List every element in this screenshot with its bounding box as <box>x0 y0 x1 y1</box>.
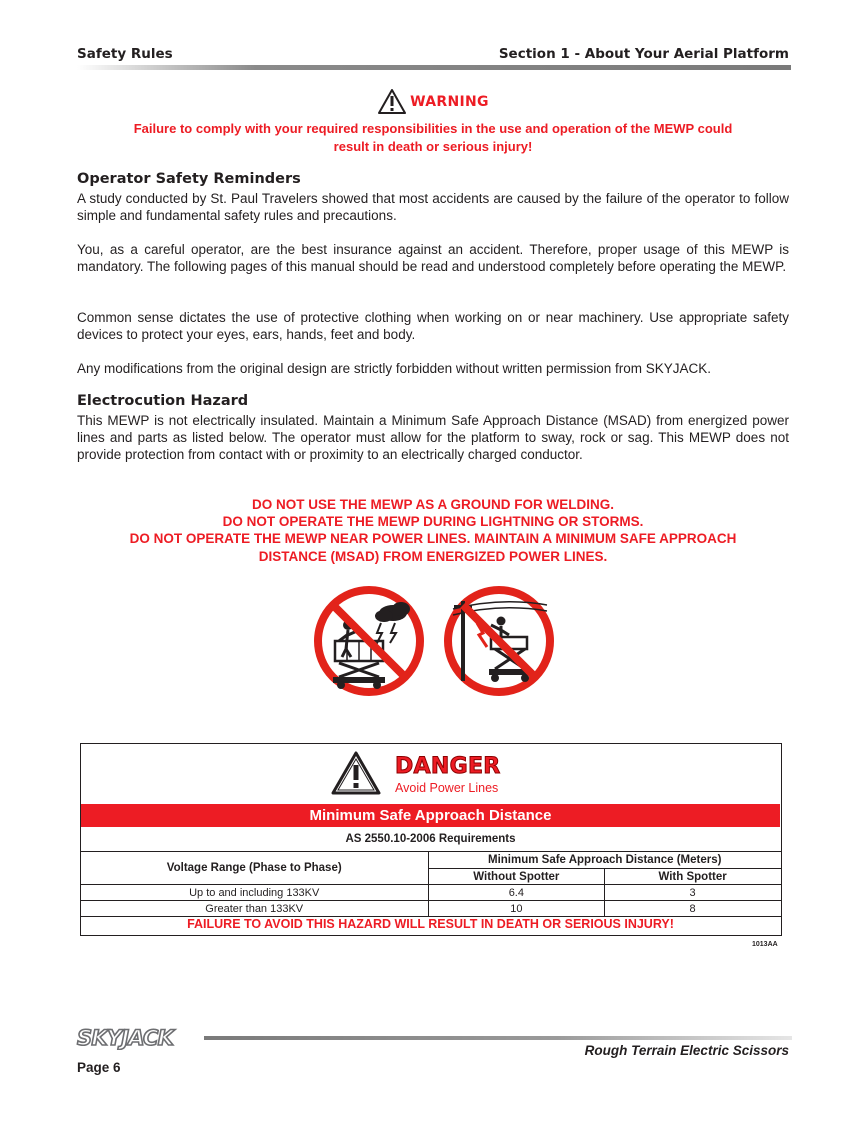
notice-line-power-lines: DO NOT OPERATE THE MEWP NEAR POWER LINES. MAINTAIN A MINIMUM SAFE APPROACH <box>129 531 737 547</box>
with-spotter-cell: 8 <box>604 901 781 917</box>
warning-message <box>100 120 766 155</box>
red-safety-notice <box>80 496 786 565</box>
header-chapter-title: Section 1 - About Your Aerial Platform <box>498 46 789 62</box>
header-rule <box>77 65 791 70</box>
graphic-code: 1013AA <box>752 941 778 948</box>
msad-meters-header: Minimum Safe Approach Distance (Meters) <box>428 852 781 869</box>
header-section-title: Safety Rules <box>77 46 173 62</box>
table-header-row <box>80 852 781 869</box>
skyjack-logo <box>76 1024 202 1055</box>
prohibition-pictograms <box>311 583 559 706</box>
footer-rule <box>204 1036 792 1040</box>
table-row <box>80 885 781 901</box>
without-spotter-cell: 6.4 <box>428 885 604 901</box>
table-row <box>80 901 781 917</box>
danger-msad-panel <box>80 743 782 936</box>
operator-paragraph-1: A study conducted by St. Paul Travelers showed that most accidents are caused by the failure of the operator to follow simple and fundamental safety rules and precautions. <box>77 191 789 223</box>
without-spotter-cell: 10 <box>428 901 604 917</box>
no-power-lines-icon <box>448 590 550 692</box>
voltage-range-cell: Greater than 133KV <box>80 901 428 917</box>
svg-text:SKYJACK: SKYJACK <box>77 1026 174 1050</box>
with-spotter-cell: 3 <box>604 885 781 901</box>
skyjack-logo-mark <box>76 1024 202 1050</box>
requirements-standard: AS 2550.10-2006 Requirements <box>345 833 516 845</box>
prohibition-graphics <box>311 583 559 701</box>
msad-title-bar: Minimum Safe Approach Distance <box>81 804 780 827</box>
warning-heading <box>0 88 866 120</box>
operator-paragraph-4: Any modifications from the original design are strictly forbidden without written permission from SKYJACK. <box>77 361 712 376</box>
notice-line-msad: DISTANCE (MSAD) FROM ENERGIZED POWER LINES. <box>258 548 608 564</box>
notice-line-welding: DO NOT USE THE MEWP AS A GROUND FOR WELDING. <box>251 497 614 512</box>
with-spotter-header: With Spotter <box>604 869 781 885</box>
warning-triangle-icon <box>377 88 407 115</box>
danger-subtitle: Avoid Power Lines <box>395 781 499 795</box>
operator-paragraph-2: You, as a careful operator, are the best insurance against an accident. Therefore, proper usage of this MEWP is mandatory. The following pages of this manual should be read and understood completely before operating the MEWP. <box>77 242 789 274</box>
voltage-range-header: Voltage Range (Phase to Phase) <box>80 852 428 885</box>
warning-line-2: result in death or serious injury! <box>333 138 533 154</box>
no-storm-operation-icon <box>318 590 420 692</box>
warning-label: WARNING <box>410 93 489 110</box>
danger-label: DANGER <box>395 754 501 779</box>
danger-triangle-icon <box>330 750 382 796</box>
voltage-range-cell: Up to and including 133KV <box>80 885 428 901</box>
electrocution-paragraph: This MEWP is not electrically insulated. Maintain a Minimum Safe Approach Distance (MSAD) from energized power lines and parts as listed below. The operator must allow for the platform to sway, rock or sag. This MEWP does not provide protection from contact with or proximity to an electrically charged conductor. <box>77 413 789 462</box>
operator-paragraph-3: Common sense dictates the use of protective clothing when working on or near machinery. Use appropriate safety devices to protect your eyes, ears, hands, feet and body. <box>77 310 789 342</box>
failure-warning: FAILURE TO AVOID THIS HAZARD WILL RESULT IN DEATH OR SERIOUS INJURY! <box>187 917 674 931</box>
without-spotter-header: Without Spotter <box>428 869 604 885</box>
msad-table <box>80 851 782 917</box>
operator-safety-heading: Operator Safety Reminders <box>77 171 301 187</box>
notice-line-storms: DO NOT OPERATE THE MEWP DURING LIGHTNING OR STORMS. <box>222 514 644 530</box>
footer-product-title: Rough Terrain Electric Scissors <box>584 1043 789 1058</box>
warning-line-1: Failure to comply with your required responsibilities in the use and operation of the MEWP could <box>133 121 733 136</box>
page-number: Page 6 <box>77 1060 121 1075</box>
electrocution-heading: Electrocution Hazard <box>77 393 249 409</box>
